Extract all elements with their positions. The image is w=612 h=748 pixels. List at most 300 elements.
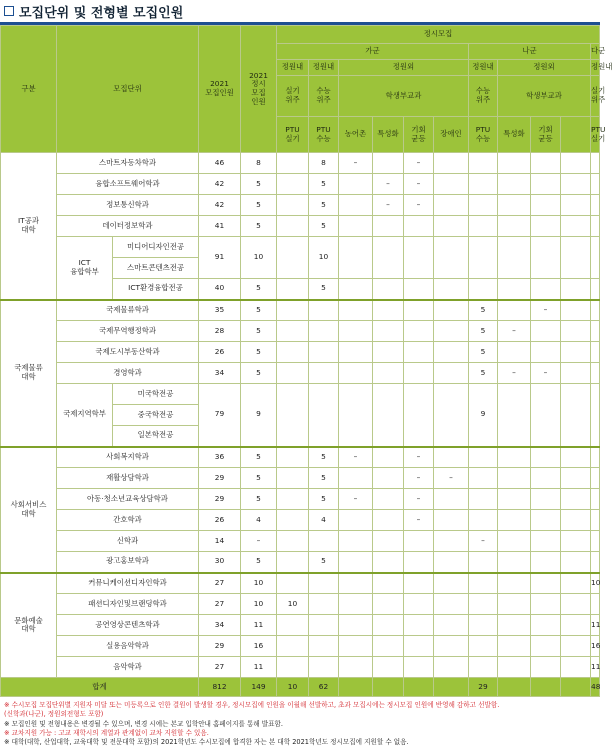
- major-name: 미국학전공: [113, 384, 199, 405]
- quota-cell: [339, 363, 373, 384]
- table-row: [1, 468, 600, 489]
- quota-cell: [434, 321, 469, 342]
- quota-cell: [339, 300, 373, 321]
- quota-cell: [277, 384, 309, 447]
- quota-cell: –: [404, 468, 434, 489]
- quota-2021: 40: [199, 279, 241, 300]
- quota-2021: 26: [199, 510, 241, 531]
- quota-cell: [591, 195, 600, 216]
- quota-cell: [309, 531, 339, 552]
- quota-2021: 27: [199, 657, 241, 678]
- header-ptuSilgi: PTU 실기: [277, 117, 309, 153]
- quota-2021: 29: [199, 468, 241, 489]
- major-name: 중국학전공: [113, 405, 199, 426]
- quota-cell: [373, 384, 404, 447]
- header-nongeochon: 농어촌: [339, 117, 373, 153]
- quota-cell: 10: [309, 237, 339, 279]
- quota-cell: [561, 447, 591, 468]
- quota-cell: 5: [469, 300, 498, 321]
- quota-cell: [404, 321, 434, 342]
- unit-name: 아동·청소년교육상담학과: [57, 489, 199, 510]
- quota-cell: [469, 195, 498, 216]
- quota-cell: [498, 153, 531, 174]
- header-ptuSuneung: PTU 수능: [469, 117, 498, 153]
- major-name: 미디어디자인전공: [113, 237, 199, 258]
- table-row: [1, 216, 600, 237]
- quota-jeongsi: 11: [241, 615, 277, 636]
- quota-2021: 27: [199, 594, 241, 615]
- quota-cell: [404, 300, 434, 321]
- table-row: [1, 195, 600, 216]
- notes: [0, 701, 600, 748]
- total-cell: 29: [469, 678, 498, 697]
- quota-cell: [434, 237, 469, 279]
- quota-cell: 9: [469, 384, 498, 447]
- quota-cell: [373, 300, 404, 321]
- quota-cell: [404, 636, 434, 657]
- quota-cell: [469, 636, 498, 657]
- quota-cell: [469, 615, 498, 636]
- square-bullet-icon: [4, 6, 14, 16]
- table-row: [1, 237, 600, 258]
- quota-cell: [339, 279, 373, 300]
- quota-jeongsi: 8: [241, 153, 277, 174]
- quota-cell: [498, 384, 531, 447]
- header-jangae: 장애인: [434, 117, 469, 153]
- table-row: [1, 531, 600, 552]
- quota-cell: [469, 657, 498, 678]
- header-jeongsi: 정시모집: [277, 26, 600, 44]
- header-jungwonnae: 정원내: [309, 60, 339, 76]
- unit-name: 광고홍보학과: [57, 552, 199, 573]
- quota-2021: 30: [199, 552, 241, 573]
- total-cell: 48: [591, 678, 600, 697]
- quota-cell: [277, 489, 309, 510]
- quota-cell: –: [339, 489, 373, 510]
- quota-cell: 11: [591, 657, 600, 678]
- quota-cell: [434, 531, 469, 552]
- header-suneung: 수능 위주: [469, 76, 498, 117]
- unit-name: 재활상담학과: [57, 468, 199, 489]
- quota-cell: [591, 489, 600, 510]
- quota-cell: [498, 615, 531, 636]
- quota-cell: [561, 615, 591, 636]
- quota-cell: [373, 531, 404, 552]
- header-unit: 모집단위: [57, 26, 199, 153]
- quota-cell: [469, 468, 498, 489]
- quota-cell: [404, 594, 434, 615]
- quota-cell: [531, 615, 561, 636]
- quota-2021: 34: [199, 615, 241, 636]
- quota-cell: [404, 573, 434, 594]
- major-name: 스마트콘텐츠전공: [113, 258, 199, 279]
- quota-cell: –: [404, 510, 434, 531]
- quota-cell: [434, 216, 469, 237]
- quota-cell: [309, 300, 339, 321]
- table-row: [1, 636, 600, 657]
- quota-cell: [469, 489, 498, 510]
- table-row: [1, 174, 600, 195]
- quota-cell: [561, 216, 591, 237]
- page-title: [0, 0, 600, 22]
- quota-cell: –: [339, 153, 373, 174]
- major-name: 일본학전공: [113, 426, 199, 447]
- total-cell: [373, 678, 404, 697]
- quota-cell: 10: [277, 594, 309, 615]
- quota-2021: 26: [199, 342, 241, 363]
- quota-cell: [561, 594, 591, 615]
- quota-cell: [561, 552, 591, 573]
- table-row: [1, 153, 600, 174]
- quota-cell: [498, 510, 531, 531]
- quota-cell: [339, 531, 373, 552]
- quota-2021: 35: [199, 300, 241, 321]
- header-teukseong: 특성화: [498, 117, 531, 153]
- quota-cell: [469, 552, 498, 573]
- quota-cell: [498, 237, 531, 279]
- quota-cell: [469, 153, 498, 174]
- quota-cell: [339, 195, 373, 216]
- header-suneung: 수능 위주: [309, 76, 339, 117]
- quota-cell: [591, 531, 600, 552]
- quota-cell: [498, 552, 531, 573]
- quota-cell: –: [373, 195, 404, 216]
- quota-cell: [339, 237, 373, 279]
- department-name: ICT 융합학부: [57, 237, 113, 300]
- quota-cell: [373, 342, 404, 363]
- quota-cell: [531, 489, 561, 510]
- quota-cell: [561, 237, 591, 279]
- unit-name: 패션디자인및브랜딩학과: [57, 594, 199, 615]
- quota-cell: [309, 594, 339, 615]
- quota-cell: [434, 300, 469, 321]
- quota-cell: [498, 447, 531, 468]
- unit-name: 공연영상콘텐츠학과: [57, 615, 199, 636]
- quota-cell: [531, 657, 561, 678]
- quota-cell: [277, 216, 309, 237]
- quota-cell: [498, 657, 531, 678]
- unit-name: 국제물류학과: [57, 300, 199, 321]
- college-name: 사회서비스 대학: [1, 447, 57, 573]
- quota-cell: [404, 216, 434, 237]
- quota-cell: [434, 552, 469, 573]
- college-name: 문화예술 대학: [1, 573, 57, 678]
- quota-cell: [469, 510, 498, 531]
- header-2021-total: 2021 모집인원: [199, 26, 241, 153]
- quota-jeongsi: 5: [241, 279, 277, 300]
- quota-jeongsi: 5: [241, 300, 277, 321]
- total-jeongsi: 149: [241, 678, 277, 697]
- quota-cell: [591, 216, 600, 237]
- quota-cell: [591, 321, 600, 342]
- quota-cell: [434, 174, 469, 195]
- header-gihoe: 기회 균등: [531, 117, 561, 153]
- note-line: ※ 모집인원 및 전형내용은 변경될 수 있으며, 변경 시에는 본교 입학안내 홈페이지를 통해 발표함.: [4, 719, 284, 728]
- quota-cell: 8: [309, 153, 339, 174]
- quota-cell: [373, 237, 404, 279]
- quota-cell: [373, 216, 404, 237]
- quota-cell: [498, 489, 531, 510]
- quota-2021: 41: [199, 216, 241, 237]
- quota-cell: [277, 615, 309, 636]
- header-jungwonnae: 정원내: [591, 60, 600, 76]
- quota-cell: 5: [309, 552, 339, 573]
- quota-cell: [531, 552, 561, 573]
- quota-cell: [339, 510, 373, 531]
- quota-cell: [277, 531, 309, 552]
- quota-cell: [434, 342, 469, 363]
- quota-cell: [373, 153, 404, 174]
- quota-cell: 4: [309, 510, 339, 531]
- quota-2021: 91: [199, 237, 241, 279]
- quota-cell: [339, 552, 373, 573]
- quota-cell: [531, 384, 561, 447]
- quota-jeongsi: 9: [241, 384, 277, 447]
- quota-cell: –: [404, 489, 434, 510]
- quota-cell: [591, 594, 600, 615]
- quota-cell: [277, 552, 309, 573]
- quota-cell: [309, 573, 339, 594]
- quota-cell: [277, 657, 309, 678]
- quota-cell: [498, 636, 531, 657]
- quota-cell: [277, 636, 309, 657]
- quota-2021: 46: [199, 153, 241, 174]
- header-jungwonnae: 정원내: [277, 60, 309, 76]
- quota-2021: 79: [199, 384, 241, 447]
- quota-cell: [404, 384, 434, 447]
- table-row: [1, 573, 600, 594]
- header-da: 다군: [591, 44, 600, 60]
- quota-jeongsi: 16: [241, 636, 277, 657]
- quota-cell: [591, 447, 600, 468]
- unit-name: 국제무역행정학과: [57, 321, 199, 342]
- note-line: (신학과(나군), 정원외전형도 포함): [4, 710, 104, 719]
- page-title-text: 모집단위 및 전형별 모집인원: [19, 5, 184, 21]
- total-cell: [561, 678, 591, 697]
- quota-cell: [434, 510, 469, 531]
- note-line: ※ 교차지원 가능 : 고교 재학시의 계열과 관계없이 교차 지원할 수 있음.: [4, 729, 209, 738]
- quota-cell: [277, 510, 309, 531]
- quota-cell: [498, 468, 531, 489]
- quota-cell: [498, 594, 531, 615]
- total-2021: 812: [199, 678, 241, 697]
- quota-cell: [591, 363, 600, 384]
- quota-cell: 5: [309, 468, 339, 489]
- college-name: 국제물류 대학: [1, 300, 57, 447]
- table-row: [1, 657, 600, 678]
- quota-cell: [373, 321, 404, 342]
- quota-cell: [469, 447, 498, 468]
- unit-name: 간호학과: [57, 510, 199, 531]
- quota-cell: [561, 300, 591, 321]
- quota-cell: [339, 594, 373, 615]
- unit-name: 커뮤니케이션디자인학과: [57, 573, 199, 594]
- quota-cell: [531, 636, 561, 657]
- quota-cell: [498, 174, 531, 195]
- quota-cell: [309, 321, 339, 342]
- quota-jeongsi: 5: [241, 195, 277, 216]
- quota-cell: [373, 447, 404, 468]
- header-ga: 가군: [277, 44, 469, 60]
- quota-cell: [434, 195, 469, 216]
- quota-cell: [434, 594, 469, 615]
- quota-cell: –: [373, 174, 404, 195]
- header-teukseong: 특성화: [373, 117, 404, 153]
- quota-cell: [561, 636, 591, 657]
- quota-jeongsi: –: [241, 531, 277, 552]
- quota-cell: [434, 153, 469, 174]
- quota-cell: [591, 552, 600, 573]
- note-line: ※ 수시모집 모집단위별 지원자 미달 또는 미등록으로 인한 결원이 발생할 경우, 정시모집에 인원을 이월해 선발하고, 초과 모집시에는 정시모집 인원에 반영해 감하고 선발함.: [4, 701, 500, 709]
- quota-cell: [373, 363, 404, 384]
- quota-cell: [277, 468, 309, 489]
- quota-jeongsi: 10: [241, 594, 277, 615]
- unit-name: 사회복지학과: [57, 447, 199, 468]
- unit-name: 정보통신학과: [57, 195, 199, 216]
- quota-cell: [561, 342, 591, 363]
- quota-cell: [339, 384, 373, 447]
- quota-2021: 27: [199, 573, 241, 594]
- quota-cell: [277, 363, 309, 384]
- quota-cell: [309, 615, 339, 636]
- quota-cell: [531, 279, 561, 300]
- quota-cell: [434, 384, 469, 447]
- header-haksaeng: 학생부교과: [498, 76, 591, 117]
- total-label: 합계: [1, 678, 199, 697]
- table-row: [1, 510, 600, 531]
- quota-cell: 5: [309, 174, 339, 195]
- quota-cell: [531, 468, 561, 489]
- quota-cell: [309, 342, 339, 363]
- quota-cell: [309, 636, 339, 657]
- quota-2021: 28: [199, 321, 241, 342]
- quota-cell: [561, 174, 591, 195]
- quota-cell: [339, 216, 373, 237]
- quota-cell: [591, 300, 600, 321]
- quota-cell: [373, 657, 404, 678]
- quota-2021: 36: [199, 447, 241, 468]
- quota-cell: [531, 594, 561, 615]
- quota-cell: [373, 510, 404, 531]
- quota-cell: [561, 321, 591, 342]
- quota-cell: [531, 510, 561, 531]
- unit-name: 스마트자동차학과: [57, 153, 199, 174]
- header-gihoe: 기회 균등: [404, 117, 434, 153]
- quota-cell: [434, 615, 469, 636]
- header-jungwonwoe: 정원외: [339, 60, 469, 76]
- quota-cell: 5: [309, 279, 339, 300]
- quota-cell: –: [404, 447, 434, 468]
- major-name: ICT환경융합전공: [113, 279, 199, 300]
- quota-cell: [591, 384, 600, 447]
- quota-cell: [498, 531, 531, 552]
- quota-cell: –: [434, 468, 469, 489]
- total-cell: 62: [309, 678, 339, 697]
- quota-jeongsi: 5: [241, 447, 277, 468]
- quota-cell: [277, 195, 309, 216]
- quota-jeongsi: 5: [241, 342, 277, 363]
- quota-cell: [531, 174, 561, 195]
- unit-name: 음악학과: [57, 657, 199, 678]
- quota-cell: [373, 279, 404, 300]
- quota-cell: [591, 153, 600, 174]
- table-row: [1, 552, 600, 573]
- quota-cell: 5: [309, 447, 339, 468]
- quota-jeongsi: 11: [241, 657, 277, 678]
- quota-cell: [339, 573, 373, 594]
- quota-2021: 34: [199, 363, 241, 384]
- header-na: 나군: [469, 44, 591, 60]
- quota-cell: [561, 657, 591, 678]
- quota-jeongsi: 5: [241, 174, 277, 195]
- quota-cell: –: [531, 300, 561, 321]
- quota-cell: [434, 363, 469, 384]
- quota-cell: 5: [309, 216, 339, 237]
- quota-cell: [531, 342, 561, 363]
- quota-2021: 42: [199, 195, 241, 216]
- quota-jeongsi: 5: [241, 489, 277, 510]
- unit-name: 데이터정보학과: [57, 216, 199, 237]
- table-row: [1, 615, 600, 636]
- quota-cell: [469, 573, 498, 594]
- quota-cell: –: [404, 174, 434, 195]
- quota-cell: –: [404, 195, 434, 216]
- total-cell: 10: [277, 678, 309, 697]
- quota-cell: [591, 174, 600, 195]
- quota-cell: [469, 594, 498, 615]
- quota-cell: [277, 237, 309, 279]
- quota-cell: [591, 342, 600, 363]
- quota-cell: [434, 447, 469, 468]
- quota-cell: [434, 489, 469, 510]
- total-cell: [404, 678, 434, 697]
- quota-cell: –: [339, 447, 373, 468]
- quota-cell: [339, 657, 373, 678]
- quota-cell: [531, 531, 561, 552]
- quota-cell: [339, 468, 373, 489]
- quota-jeongsi: 5: [241, 216, 277, 237]
- quota-cell: 10: [591, 573, 600, 594]
- quota-cell: 5: [309, 489, 339, 510]
- quota-cell: 16: [591, 636, 600, 657]
- quota-jeongsi: 5: [241, 321, 277, 342]
- quota-cell: [531, 216, 561, 237]
- quota-cell: [404, 552, 434, 573]
- total-cell: [339, 678, 373, 697]
- quota-cell: [339, 636, 373, 657]
- header-silgi: 실기 위주: [591, 76, 600, 117]
- header-ptuSuneung: PTU 수능: [309, 117, 339, 153]
- table-row: [1, 594, 600, 615]
- quota-cell: [373, 552, 404, 573]
- quota-cell: –: [469, 531, 498, 552]
- college-name: IT공과 대학: [1, 153, 57, 300]
- quota-cell: [561, 573, 591, 594]
- quota-cell: [469, 279, 498, 300]
- quota-2021: 29: [199, 636, 241, 657]
- quota-cell: 5: [469, 321, 498, 342]
- quota-cell: [561, 384, 591, 447]
- quota-cell: [277, 447, 309, 468]
- quota-cell: [277, 279, 309, 300]
- quota-cell: [373, 468, 404, 489]
- quota-cell: [591, 237, 600, 279]
- quota-cell: 11: [591, 615, 600, 636]
- quota-cell: –: [498, 363, 531, 384]
- quota-cell: [339, 321, 373, 342]
- quota-jeongsi: 5: [241, 363, 277, 384]
- quota-cell: –: [404, 153, 434, 174]
